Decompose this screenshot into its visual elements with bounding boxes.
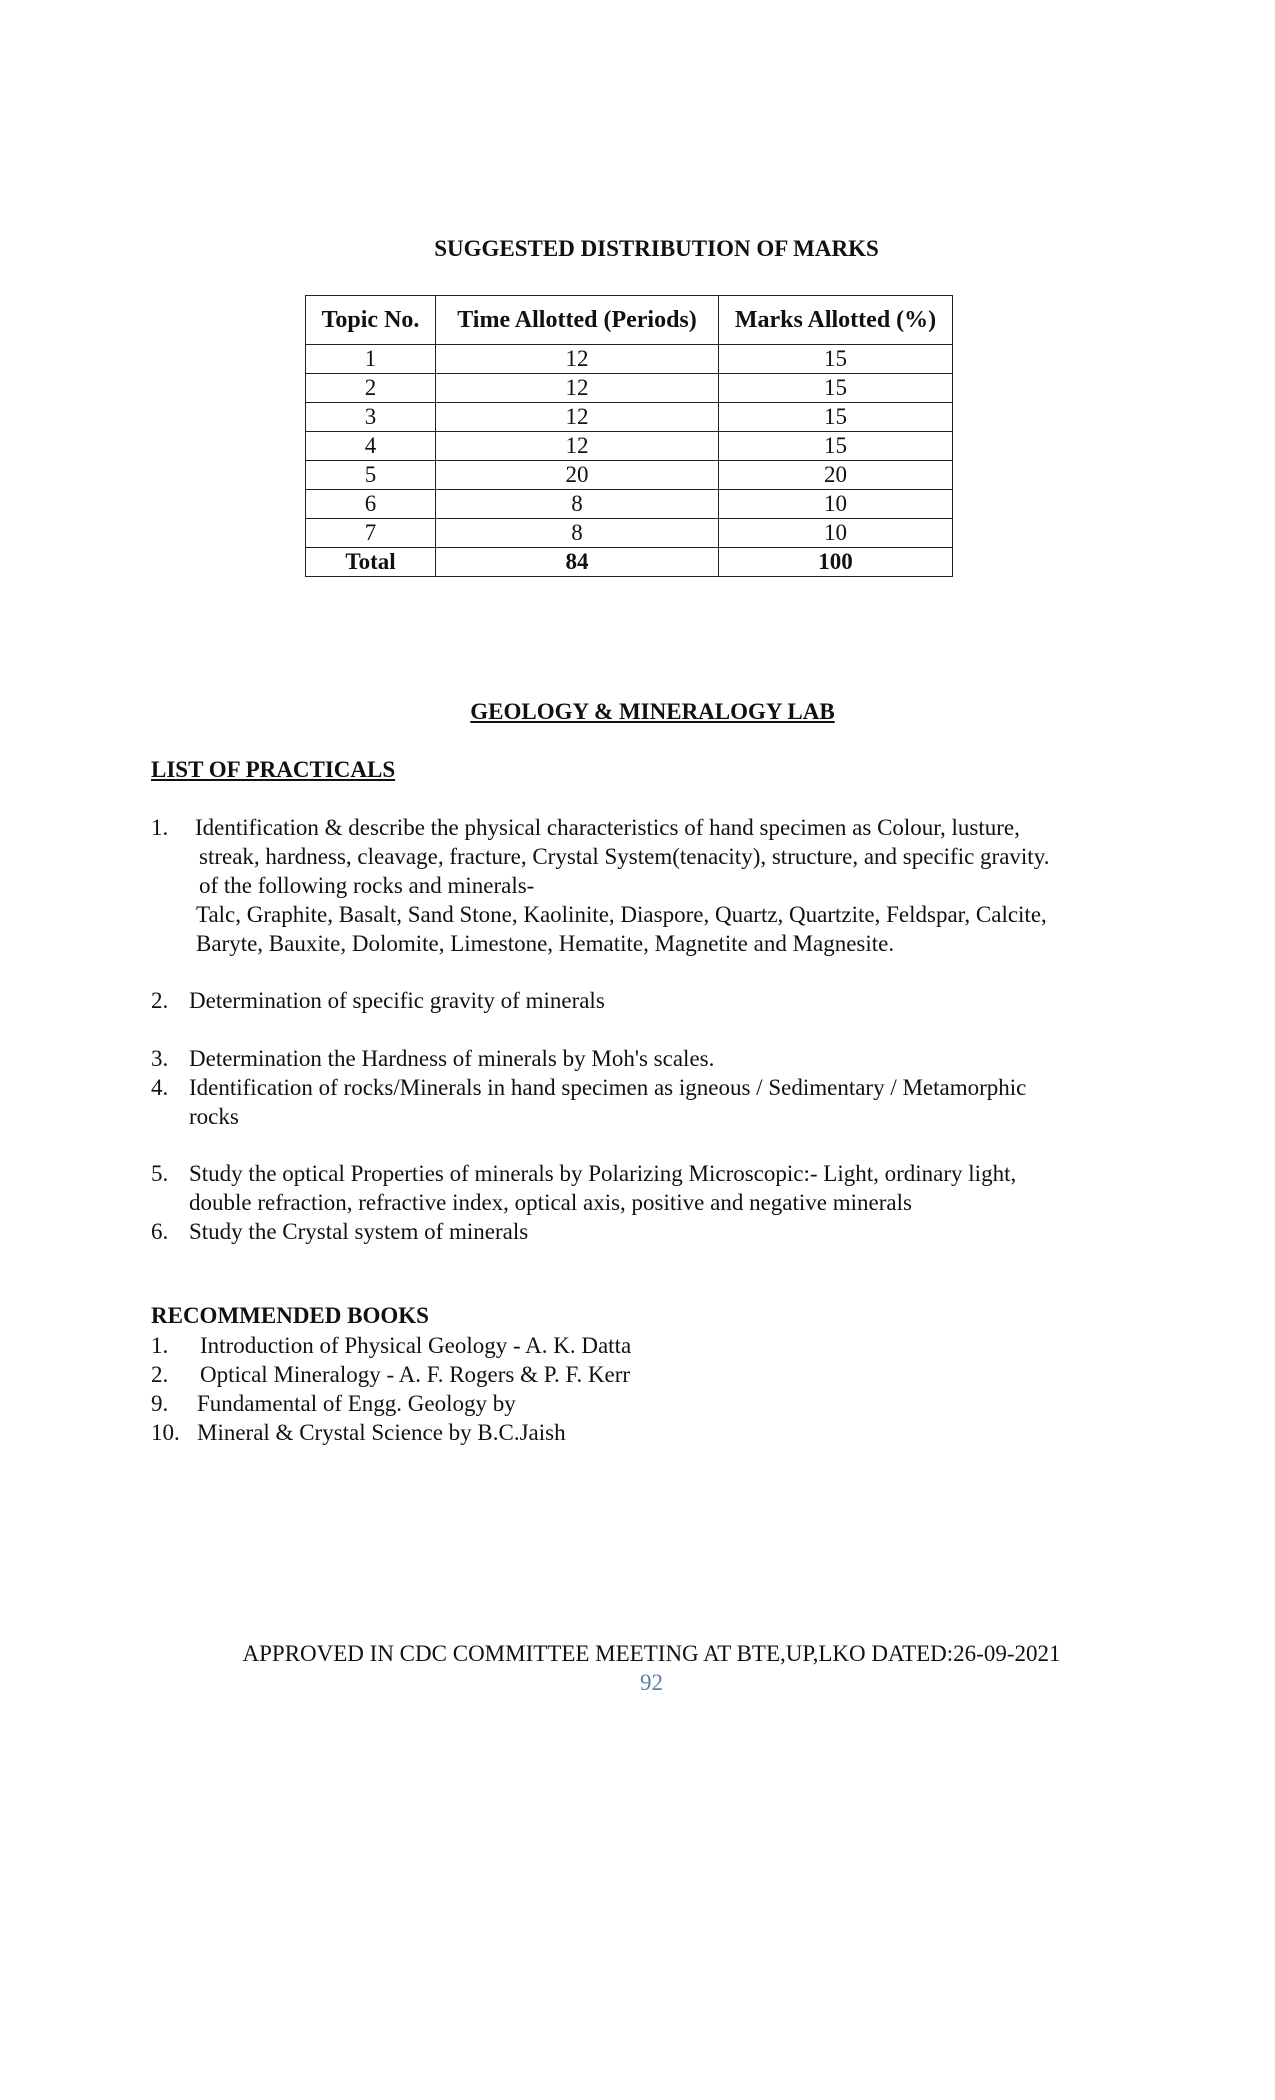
practical-line: streak, hardness, cleavage, fracture, Crystal System(tenacity), structure, and specific gravity. bbox=[199, 844, 1050, 869]
table-row bbox=[306, 345, 953, 374]
cell-periods: 12 bbox=[436, 374, 719, 403]
header-marks-allotted: Marks Allotted (%) bbox=[719, 296, 953, 345]
book-title: Optical Mineralogy - A. F. Rogers & P. F. Kerr bbox=[200, 1362, 631, 1387]
practical-line: Identification of rocks/Minerals in hand specimen as igneous / Sedimentary / Metamorphic bbox=[189, 1075, 1027, 1100]
practical-number: 1. bbox=[151, 815, 169, 840]
cell-marks: 15 bbox=[719, 345, 953, 374]
practical-line: rocks bbox=[189, 1104, 239, 1129]
book-number: 2. bbox=[151, 1362, 169, 1387]
practical-line: Identification & describe the physical characteristics of hand specimen as Colour, lusture, bbox=[195, 815, 1020, 840]
cell-marks: 10 bbox=[719, 519, 953, 548]
marks-distribution-title: SUGGESTED DISTRIBUTION OF MARKS bbox=[434, 236, 879, 261]
total-label: Total bbox=[306, 548, 436, 577]
cell-marks: 15 bbox=[719, 432, 953, 461]
cell-topic: 4 bbox=[306, 432, 436, 461]
table-total-row bbox=[306, 548, 953, 577]
practical-line: of the following rocks and minerals- bbox=[199, 873, 535, 898]
practical-number: 2. bbox=[151, 988, 169, 1013]
page-number: 92 bbox=[640, 1670, 663, 1695]
cell-marks: 20 bbox=[719, 461, 953, 490]
practical-line: double refraction, refractive index, optical axis, positive and negative minerals bbox=[189, 1190, 912, 1215]
table-row bbox=[306, 519, 953, 548]
lab-heading: GEOLOGY & MINERALOGY LAB bbox=[470, 699, 835, 724]
cell-marks: 15 bbox=[719, 403, 953, 432]
practical-number: 3. bbox=[151, 1046, 169, 1071]
total-marks: 100 bbox=[719, 548, 953, 577]
book-number: 1. bbox=[151, 1333, 169, 1358]
table-row bbox=[306, 403, 953, 432]
cell-periods: 20 bbox=[436, 461, 719, 490]
total-periods: 84 bbox=[436, 548, 719, 577]
table-row bbox=[306, 432, 953, 461]
cell-topic: 5 bbox=[306, 461, 436, 490]
books-heading: RECOMMENDED BOOKS bbox=[151, 1303, 429, 1328]
book-title: Introduction of Physical Geology - A. K. Datta bbox=[200, 1333, 632, 1358]
header-topic-no: Topic No. bbox=[306, 296, 436, 345]
cell-periods: 12 bbox=[436, 403, 719, 432]
cell-periods: 12 bbox=[436, 345, 719, 374]
approval-footer: APPROVED IN CDC COMMITTEE MEETING AT BTE,UP,LKO DATED:26-09-2021 bbox=[242, 1641, 1061, 1666]
book-title: Mineral & Crystal Science by B.C.Jaish bbox=[197, 1420, 566, 1445]
practical-line: Talc, Graphite, Basalt, Sand Stone, Kaolinite, Diaspore, Quartz, Quartzite, Feldspar, Calcite, bbox=[196, 902, 1047, 927]
cell-topic: 7 bbox=[306, 519, 436, 548]
header-time-allotted: Time Allotted (Periods) bbox=[436, 296, 719, 345]
practical-number: 6. bbox=[151, 1219, 169, 1244]
cell-topic: 1 bbox=[306, 345, 436, 374]
cell-topic: 2 bbox=[306, 374, 436, 403]
table-header-row bbox=[306, 296, 953, 345]
table-row bbox=[306, 490, 953, 519]
practical-line: Study the Crystal system of minerals bbox=[189, 1219, 529, 1244]
practical-number: 4. bbox=[151, 1075, 169, 1100]
cell-periods: 12 bbox=[436, 432, 719, 461]
practicals-heading: LIST OF PRACTICALS bbox=[151, 757, 396, 782]
book-title: Fundamental of Engg. Geology by bbox=[197, 1391, 516, 1416]
book-number: 10. bbox=[151, 1420, 180, 1445]
practical-line: Baryte, Bauxite, Dolomite, Limestone, Hematite, Magnetite and Magnesite. bbox=[196, 931, 895, 956]
practical-line: Determination the Hardness of minerals by Moh's scales. bbox=[189, 1046, 715, 1071]
book-number: 9. bbox=[151, 1391, 169, 1416]
cell-topic: 6 bbox=[306, 490, 436, 519]
cell-periods: 8 bbox=[436, 490, 719, 519]
cell-topic: 3 bbox=[306, 403, 436, 432]
cell-marks: 10 bbox=[719, 490, 953, 519]
marks-distribution-table bbox=[305, 295, 953, 577]
practical-number: 5. bbox=[151, 1161, 169, 1186]
cell-marks: 15 bbox=[719, 374, 953, 403]
table-row bbox=[306, 374, 953, 403]
table-row bbox=[306, 461, 953, 490]
practical-line: Determination of specific gravity of minerals bbox=[189, 988, 605, 1013]
practical-line: Study the optical Properties of minerals by Polarizing Microscopic:- Light, ordinary light, bbox=[189, 1161, 1017, 1186]
cell-periods: 8 bbox=[436, 519, 719, 548]
